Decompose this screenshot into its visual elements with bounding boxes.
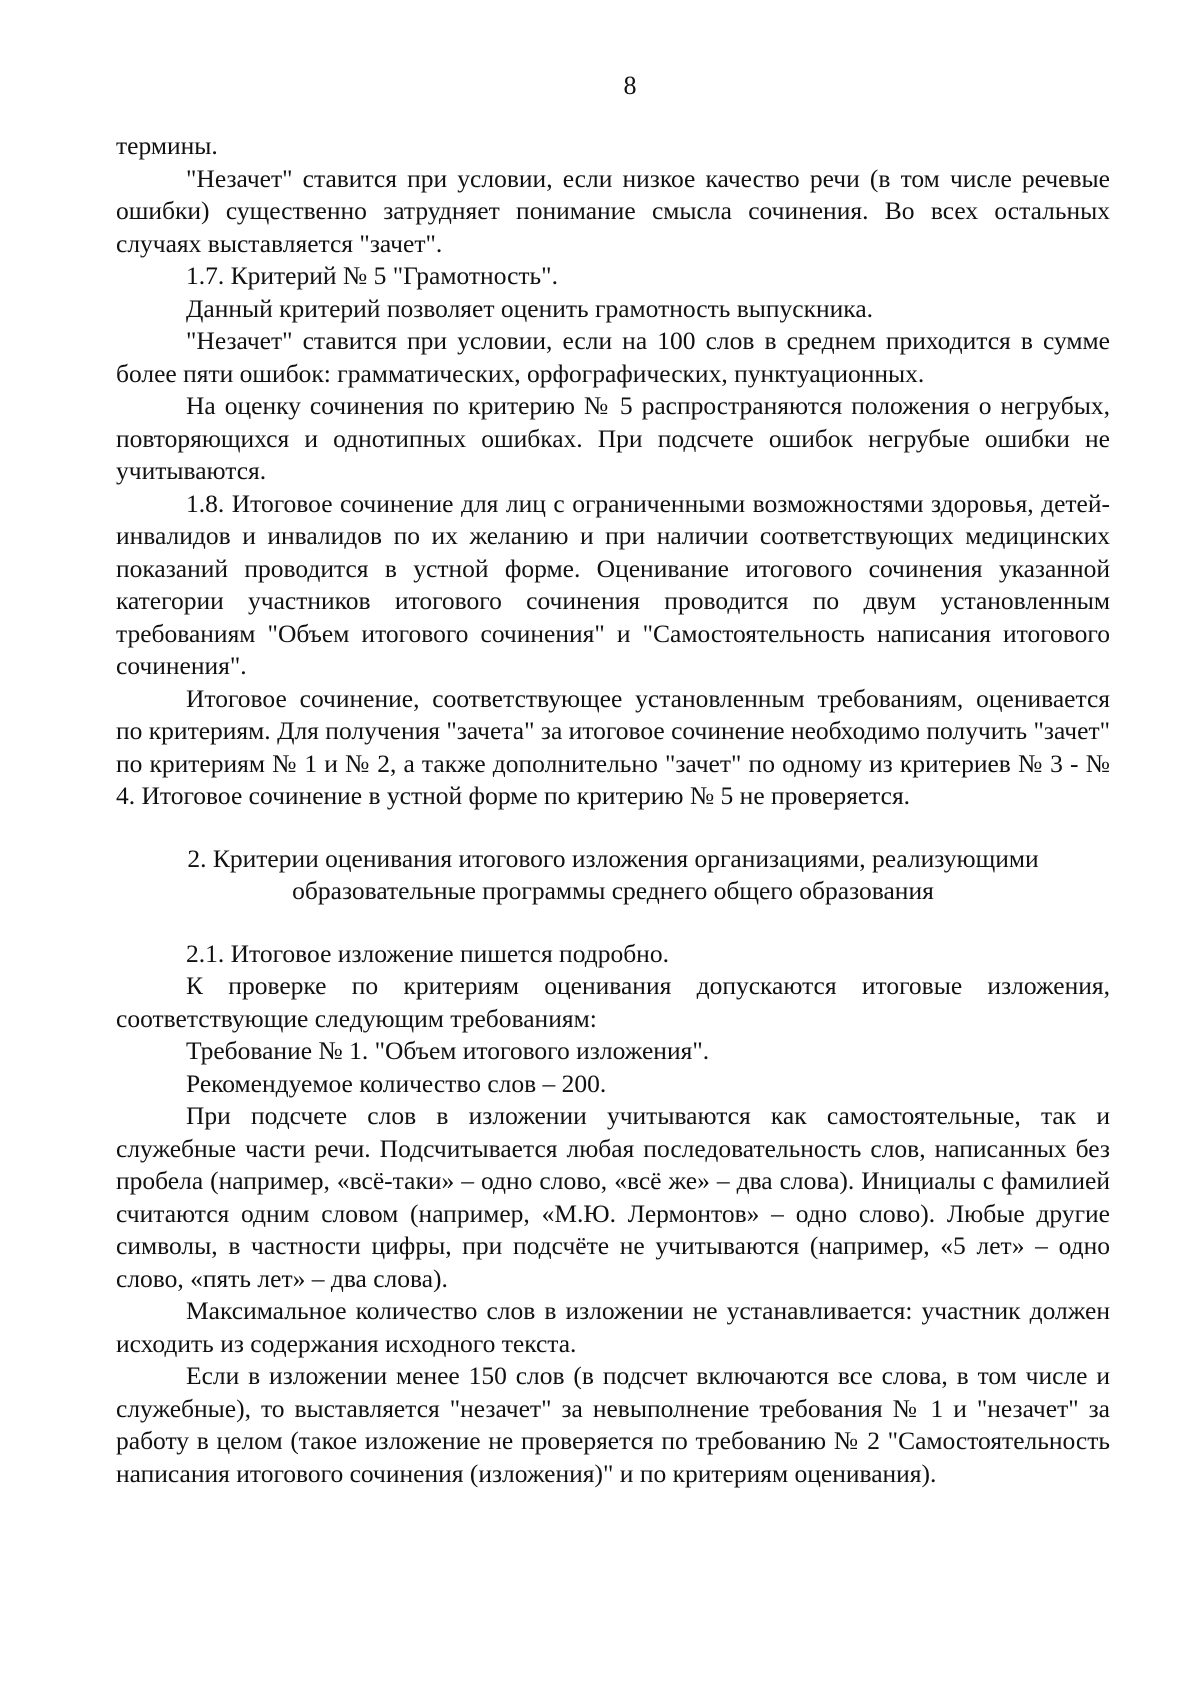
section-heading-line: образовательные программы среднего общего образования — [292, 876, 934, 905]
section-heading-line: 2. Критерии оценивания итогового изложения организациями, реализующими — [187, 843, 1039, 873]
paragraph: Итоговое сочинение, соответствующее установленным требованиям, оценивается по критериям. Для получения "зачета" за итоговое сочинение необходимо получить "зачет" по критериям № 1 и № 2, а также дополнительно "зачет" по одному из критериев № 3 - № 4. Итоговое сочинение в устной форме по критерию № 5 не проверяется. — [116, 683, 1110, 810]
paragraph: При подсчете слов в изложении учитываются как самостоятельные, так и служебные части речи. Подсчитывается любая последовательность слов, написанных без пробела (например, «всё-таки» – одно слово, «всё же» – два слова). Инициалы с фамилией считаются одним словом (например, «М.Ю. Лермонтов» – одно слово). Любые другие символы, в частности цифры, при подсчёте не учитываются (например, «5 лет» – одно слово, «пять лет» – два слова). — [116, 1101, 1110, 1293]
document-body — [116, 130, 1110, 1490]
paragraph-section-2-1: 2.1. Итоговое изложение пишется подробно. — [186, 938, 669, 968]
paragraph-criterion-5-title: 1.7. Критерий № 5 "Грамотность". — [186, 261, 558, 290]
paragraph-requirement-1: Требование № 1. "Объем итогового изложения". — [186, 1036, 710, 1065]
section-heading — [116, 843, 1110, 908]
paragraph-section-1-8: 1.8. Итоговое сочинение для лиц с ограниченными возможностями здоровья, детей-инвалидов и инвалидов по их желанию и при наличии соответствующих медицинских показаний проводится в устной форме. Оценивание итогового сочинения указанной категории участников итогового сочинения проводится по двум установленным требованиям "Объем итогового сочинения" и "Самостоятельность написания итогового сочинения". — [116, 488, 1110, 680]
paragraph: "Незачет" ставится при условии, если низкое качество речи (в том числе речевые ошибки) существенно затрудняет понимание смысла сочинения. Во всех остальных случаях выставляется "зачет". — [116, 163, 1110, 258]
page-number: 8 — [623, 71, 637, 100]
paragraph: Данный критерий позволяет оценить грамотность выпускника. — [186, 293, 874, 323]
paragraph: "Незачет" ставится при условии, если на 100 слов в среднем приходится в сумме более пяти ошибок: грамматических, орфографических, пунктуационных. — [116, 326, 1110, 388]
paragraph: К проверке по критериям оценивания допускаются итоговые изложения, соответствующие следующим требованиям: — [116, 971, 1110, 1033]
paragraph: Рекомендуемое количество слов – 200. — [186, 1068, 607, 1098]
paragraph-continuation: термины. — [116, 131, 218, 160]
paragraph: Максимальное количество слов в изложении не устанавливается: участник должен исходить из содержания исходного текста. — [116, 1296, 1110, 1358]
paragraph: На оценку сочинения по критерию № 5 распространяются положения о негрубых, повторяющихся и однотипных ошибках. При подсчете ошибок негрубые ошибки не учитываются. — [116, 391, 1110, 485]
paragraph: Если в изложении менее 150 слов (в подсчет включаются все слова, в том числе и служебные), то выставляется "незачет" за невыполнение требования № 1 и "незачет" за работу в целом (такое изложение не проверяется по требованию № 2 "Самостоятельность написания итогового сочинения (изложения)" и по критериям оценивания). — [116, 1361, 1110, 1488]
